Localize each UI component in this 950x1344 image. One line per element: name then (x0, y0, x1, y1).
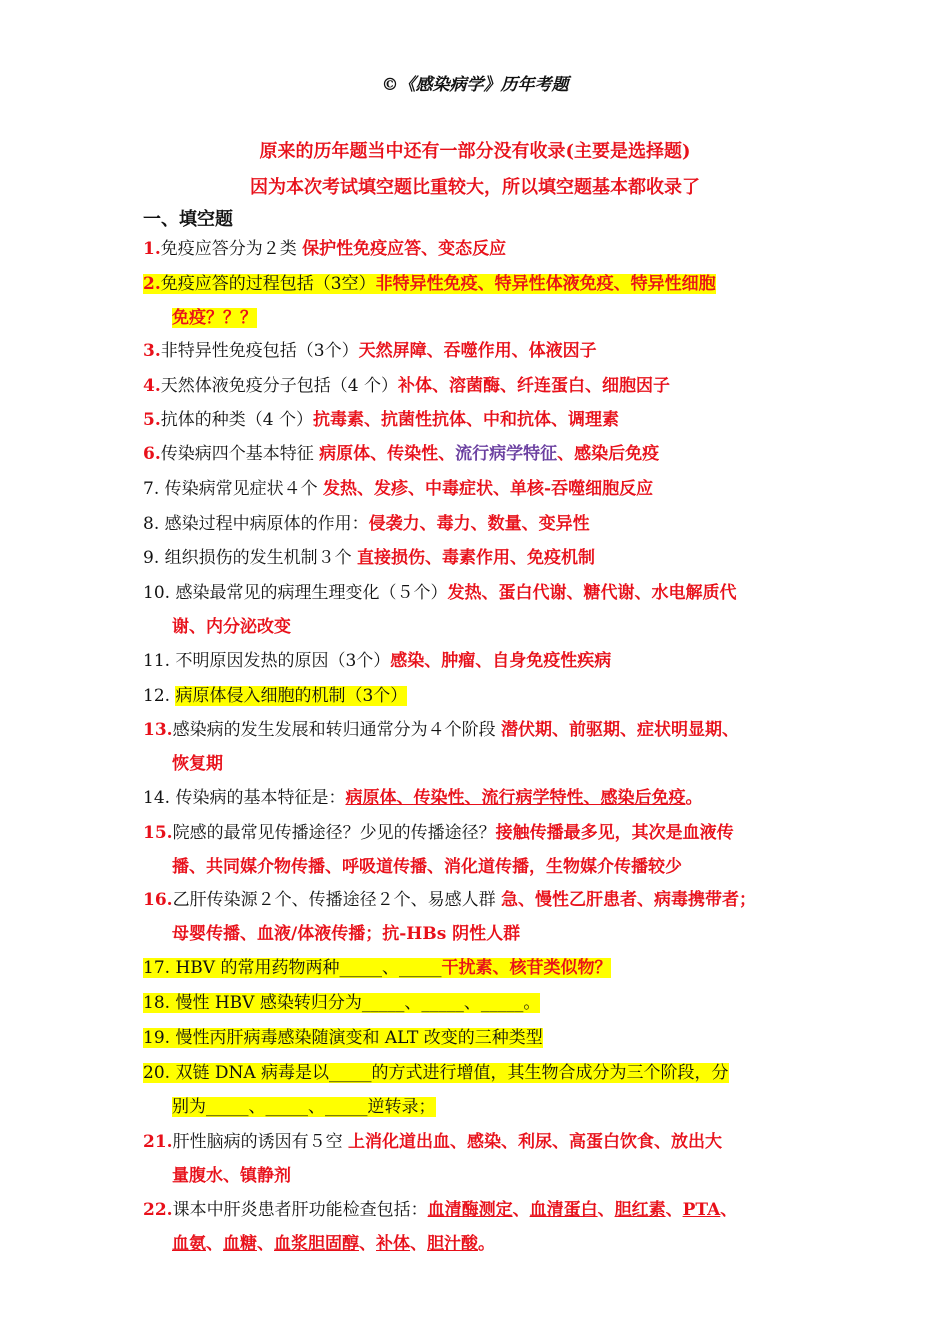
note-line-1: 原来的历年题当中还有一部分没有收录(主要是选择题) (259, 141, 691, 162)
question-number: 5. (143, 410, 161, 430)
answer-text: 非特异性免疫、特异性体液免疫、特异性细胞 (375, 274, 716, 294)
answer-part: 流行病学特性 (481, 788, 584, 808)
answer-part: 血浆胆固醇 (274, 1234, 359, 1254)
answer-separator: 、 (257, 1234, 274, 1254)
answer-text: 潜伏期、前驱期、症状明显期、 (500, 720, 739, 740)
answer-part: 病原体 (345, 788, 397, 808)
question-20 (143, 1056, 813, 1124)
question-16 (143, 883, 813, 951)
question-22 (143, 1193, 813, 1261)
answer-text: 急、慢性乙肝患者、病毒携带者； (500, 890, 756, 910)
question-5 (143, 403, 813, 437)
question-text: 病原体侵入细胞的机制（3个） (175, 686, 408, 706)
question-1 (143, 232, 813, 266)
answer-part: 胆汁酸 (427, 1234, 478, 1254)
question-number: 21. (143, 1132, 173, 1152)
question-15 (143, 816, 813, 884)
question-text: 非特异性免疫包括（3个） (160, 341, 359, 361)
question-number: 16. (143, 890, 173, 910)
answer-separator: 、 (359, 1234, 376, 1254)
answer-text: 感染、肿瘤、自身免疫性疾病 (390, 651, 612, 671)
question-9 (143, 541, 813, 575)
question-text: 肝性脑病的诱因有５空 (172, 1132, 343, 1152)
question-text: 传染病的基本特征是： (175, 788, 346, 808)
question-text: 传染病四个基本特征 (160, 444, 314, 464)
answer-part: 血糖 (223, 1234, 257, 1254)
answer-separator: 、 (410, 1234, 427, 1254)
question-text: 慢性丙肝病毒感染随演变和 ALT 改变的三种类型 (175, 1028, 543, 1048)
question-2 (143, 267, 813, 335)
answer-text-cont: 量腹水、镇静剂 (172, 1166, 291, 1186)
answer-part: PTA (682, 1200, 721, 1220)
question-text: 课本中肝炎患者肝功能检查包括： (172, 1200, 428, 1220)
question-text: HBV 的常用药物两种_____、_____ (175, 958, 442, 978)
answer-separator: 、 (206, 1234, 223, 1254)
answer-separator: 、 (665, 1200, 683, 1220)
answer-part: 感染后免疫 (600, 788, 686, 808)
question-number: 4. (143, 376, 161, 396)
question-number: 18. (143, 993, 171, 1013)
answer-part: 胆红素 (614, 1200, 666, 1220)
answer-part: 血清酶测定 (427, 1200, 513, 1220)
question-number: 17. (143, 958, 171, 978)
question-number: 22. (143, 1200, 173, 1220)
answer-text-cont: 播、共同媒介物传播、呼吸道传播、消化道传播，生物媒介传播较少 (172, 857, 682, 877)
question-number: 11. (143, 651, 171, 671)
answer-separator: 、 (512, 1200, 530, 1220)
question-number: 2. (143, 274, 161, 294)
answer-text-end: 、感染后免疫 (557, 444, 660, 464)
question-number: 3. (143, 341, 161, 361)
question-text: 免疫应答的过程包括（3空） (160, 274, 376, 294)
answer-part: 血氨 (172, 1234, 206, 1254)
question-10 (143, 576, 813, 644)
question-14 (143, 781, 813, 815)
question-number: 7. (143, 479, 160, 499)
question-text: 感染过程中病原体的作用： (164, 514, 369, 534)
question-text: 院感的最常见传播途径？少见的传播途径？ (172, 823, 496, 843)
question-13 (143, 713, 813, 781)
answer-text: 侵袭力、毒力、数量、变异性 (368, 514, 590, 534)
answer-text: 干扰素、核苷类似物？ (441, 958, 612, 978)
answer-text: 直接损伤、毒素作用、免疫机制 (357, 548, 596, 568)
answer-text: 发热、发疹、中毒症状、单核-吞噬细胞反应 (323, 479, 654, 499)
answer-text-cont: 免疫？？？ (172, 308, 257, 328)
answer-text: 保护性免疫应答、变态反应 (302, 239, 507, 259)
answer-text: 上消化道出血、感染、利尿、高蛋白饮食、放出大 (347, 1132, 722, 1152)
question-text: 传染病常见症状４个 (164, 479, 318, 499)
question-text: 抗体的种类（4 个） (160, 410, 313, 430)
question-3 (143, 334, 813, 368)
answer-part: 传染性 (413, 788, 465, 808)
question-text: 免疫应答分为２类 (160, 239, 297, 259)
question-number: 12. (143, 686, 171, 706)
answer-text: 发热、蛋白代谢、糖代谢、水电解质代 (447, 583, 737, 603)
answer-text-cont: 谢、内分泌改变 (172, 617, 291, 637)
answer-text: 病原体、传染性、 (319, 444, 456, 464)
question-text: 感染病的发生发展和转归通常分为４个阶段 (172, 720, 496, 740)
question-text: 不明原因发热的原因（3个） (175, 651, 391, 671)
section-title: 一、填空题 (143, 209, 233, 230)
question-8 (143, 507, 813, 541)
question-text: 感染最常见的病理生理变化（５个） (175, 583, 448, 603)
question-number: 10. (143, 583, 171, 603)
answer-text: 抗毒素、抗菌性抗体、中和抗体、调理素 (312, 410, 619, 430)
note-line-2: 因为本次考试填空题比重较大，所以填空题基本都收录了 (250, 177, 700, 198)
answer-separator: 、 (396, 788, 414, 808)
answer-end: 。 (478, 1234, 495, 1254)
question-text-cont: 别为_____、_____、_____逆转录； (172, 1097, 436, 1117)
question-text: 慢性 HBV 感染转归分为_____、_____、_____。 (175, 993, 541, 1013)
question-text: 组织损伤的发生机制３个 (164, 548, 352, 568)
question-18 (143, 986, 813, 1020)
question-11 (143, 644, 813, 678)
answer-end: 。 (685, 788, 703, 808)
question-number: 14. (143, 788, 171, 808)
answer-text: 补体、溶菌酶、纤连蛋白、细胞因子 (397, 376, 670, 396)
answer-part: 血清蛋白 (529, 1200, 598, 1220)
document-title: ©《感染病学》历年考题 (381, 75, 569, 95)
answer-separator: 、 (720, 1200, 738, 1220)
question-19 (143, 1021, 813, 1055)
answer-text-highlighted: 流行病学特征 (455, 444, 558, 464)
answer-separator: 、 (597, 1200, 615, 1220)
question-text: 乙肝传染源２个、传播途径２个、易感人群 (172, 890, 496, 910)
question-21 (143, 1125, 813, 1193)
answer-text-cont: 恢复期 (172, 754, 223, 774)
question-12 (143, 679, 813, 713)
question-17 (143, 951, 813, 985)
answer-separator: 、 (464, 788, 482, 808)
question-number: 6. (143, 444, 161, 464)
question-number: 1. (143, 239, 161, 259)
question-6 (143, 437, 813, 471)
question-text: 天然体液免疫分子包括（4 个） (160, 376, 398, 396)
answer-part: 补体 (376, 1234, 410, 1254)
question-7 (143, 472, 813, 506)
question-number: 19. (143, 1028, 171, 1048)
question-number: 15. (143, 823, 173, 843)
question-4 (143, 369, 813, 403)
question-number: 9. (143, 548, 160, 568)
question-text: 双链 DNA 病毒是以_____的方式进行增值，其生物合成分为三个阶段，分 (175, 1063, 729, 1083)
answer-text-cont: 母婴传播、血液/体液传播；抗-HBs 阴性人群 (172, 924, 521, 944)
question-number: 13. (143, 720, 173, 740)
answer-text: 接触传播最多见，其次是血液传 (495, 823, 734, 843)
answer-separator: 、 (583, 788, 601, 808)
question-number: 20. (143, 1063, 171, 1083)
answer-text: 天然屏障、吞噬作用、体液因子 (358, 341, 597, 361)
question-number: 8. (143, 514, 160, 534)
